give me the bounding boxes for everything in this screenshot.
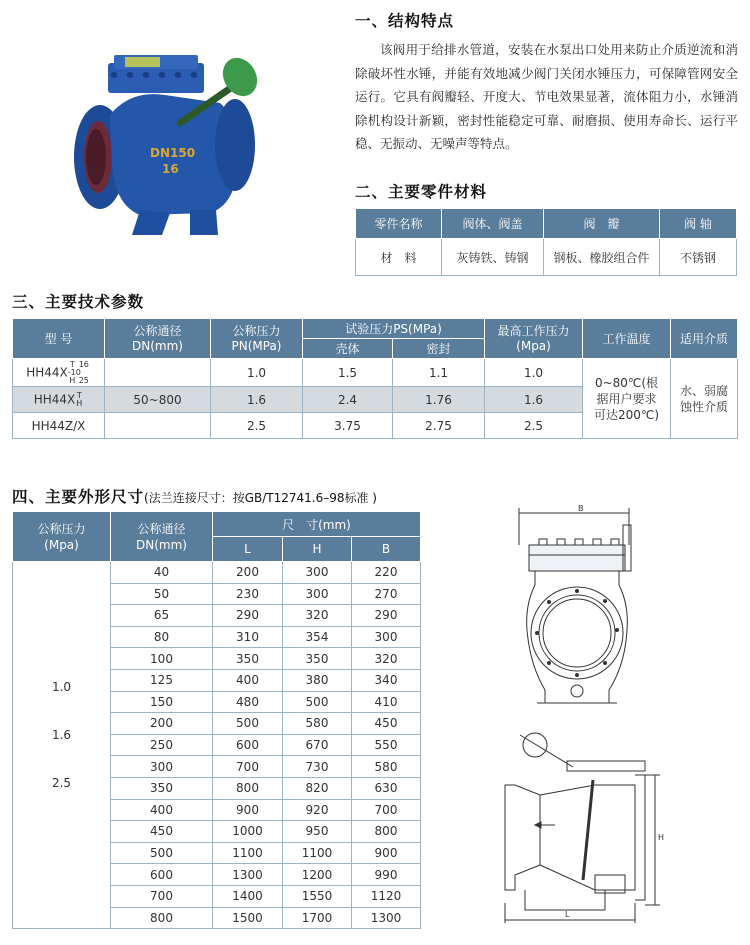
dim-dn: 250 <box>111 734 213 756</box>
mat-h-shaft: 阀 轴 <box>660 209 737 239</box>
dim-B: 220 <box>352 562 421 584</box>
tp-h-seal: 密封 <box>393 339 485 359</box>
tp-r2-pn: 1.6 <box>211 387 303 413</box>
dim-H: 950 <box>283 821 352 843</box>
dim-H: 670 <box>283 734 352 756</box>
dim-dn: 50 <box>111 583 213 605</box>
flange-outline <box>531 587 623 679</box>
tp-h-model: 型 号 <box>13 319 105 359</box>
tp-r3-pn: 2.5 <box>211 413 303 439</box>
dim-L: 1000 <box>213 821 283 843</box>
tp-r3-seal: 2.75 <box>393 413 485 439</box>
dim-dn: 500 <box>111 842 213 864</box>
dim-B: 320 <box>352 648 421 670</box>
mat-h-part: 零件名称 <box>356 209 442 239</box>
dim-rows <box>13 562 421 929</box>
dim-B: 800 <box>352 821 421 843</box>
dim-L: 800 <box>213 777 283 799</box>
tp-h-shell: 壳体 <box>303 339 393 359</box>
tp-r1-model: HH44X T -10 H 16 25 <box>13 359 105 387</box>
dim-B: 290 <box>352 605 421 627</box>
dim-B: 270 <box>352 583 421 605</box>
dim-B: 450 <box>352 713 421 735</box>
dim-pn-value: 1.6 <box>51 728 72 742</box>
dim-B: 630 <box>352 777 421 799</box>
dim-L: 600 <box>213 734 283 756</box>
dim-pn-value: 2.5 <box>51 776 72 790</box>
dim-L: 350 <box>213 648 283 670</box>
sec3-title: 三、主要技术参数 <box>12 293 145 311</box>
mat-c-label: 材 料 <box>356 239 442 276</box>
dim-L: 1100 <box>213 842 283 864</box>
dim-L: 700 <box>213 756 283 778</box>
tp-h-pn: 公称压力 PN(MPa) <box>211 319 303 359</box>
dim-dn: 40 <box>111 562 213 584</box>
dim-L: 480 <box>213 691 283 713</box>
tp-r2-seal: 1.76 <box>393 387 485 413</box>
label-h: H <box>658 833 665 842</box>
tech-params-table <box>12 318 738 439</box>
dim-dn: 150 <box>111 691 213 713</box>
tp-dn-range: 50~800 <box>105 387 211 413</box>
dim-L: 1300 <box>213 864 283 886</box>
dim-L: 290 <box>213 605 283 627</box>
dim-B: 1120 <box>352 885 421 907</box>
dim-B: 340 <box>352 669 421 691</box>
right-flange <box>215 99 255 191</box>
mat-h-body: 阀体、阀盖 <box>442 209 544 239</box>
dim-H: 300 <box>283 583 352 605</box>
tp-r3-dn <box>105 413 211 439</box>
dim-B: 990 <box>352 864 421 886</box>
tp-r1-dn <box>105 359 211 387</box>
dim-H: 380 <box>283 669 352 691</box>
dim-B: 300 <box>352 626 421 648</box>
dim-h-H: H <box>283 537 352 562</box>
dim-H: 1550 <box>283 885 352 907</box>
dim-B: 900 <box>352 842 421 864</box>
dim-H: 920 <box>283 799 352 821</box>
dim-dn: 600 <box>111 864 213 886</box>
dim-B: 1300 <box>352 907 421 929</box>
dim-dn: 65 <box>111 605 213 627</box>
dim-dn: 450 <box>111 821 213 843</box>
dim-pn-values <box>13 562 111 929</box>
dim-dn: 700 <box>111 885 213 907</box>
mat-h-disc: 阀 瓣 <box>544 209 660 239</box>
dim-dn: 200 <box>111 713 213 735</box>
dim-H: 730 <box>283 756 352 778</box>
tp-h-max: 最高工作压力 (Mpa) <box>485 319 583 359</box>
materials-table <box>355 208 737 276</box>
dim-dn: 300 <box>111 756 213 778</box>
dim-L: 1400 <box>213 885 283 907</box>
dim-L: 400 <box>213 669 283 691</box>
dim-H: 1200 <box>283 864 352 886</box>
dim-H: 820 <box>283 777 352 799</box>
tp-h-temp: 工作温度 <box>583 319 671 359</box>
tp-r3-shell: 3.75 <box>303 413 393 439</box>
dim-L: 500 <box>213 713 283 735</box>
dim-B: 550 <box>352 734 421 756</box>
dimensions-table <box>12 511 421 929</box>
dim-H: 300 <box>283 562 352 584</box>
tp-h-dn: 公称通径 DN(mm) <box>105 319 211 359</box>
weight-outline <box>523 733 547 757</box>
label-l: L <box>565 910 570 919</box>
sec2-title: 二、主要零件材料 <box>355 183 488 201</box>
tp-temp: 0~80℃(根 据用户要求 可达200℃) <box>583 359 671 439</box>
dim-dn: 400 <box>111 799 213 821</box>
dim-H: 500 <box>283 691 352 713</box>
dim-dn: 800 <box>111 907 213 929</box>
dim-h-dn: 公称通径 DN(mm) <box>111 512 213 562</box>
dim-H: 1100 <box>283 842 352 864</box>
dim-H: 320 <box>283 605 352 627</box>
dim-L: 310 <box>213 626 283 648</box>
dim-h-pn: 公称压力 (Mpa) <box>13 512 111 562</box>
tp-r2-max: 1.6 <box>485 387 583 413</box>
dim-L: 230 <box>213 583 283 605</box>
body-plate-dn: DN150 <box>150 146 196 160</box>
dim-row <box>13 562 421 584</box>
tp-r1-max: 1.0 <box>485 359 583 387</box>
sec1-title: 一、结构特点 <box>355 12 455 30</box>
dim-L: 900 <box>213 799 283 821</box>
dim-dn: 125 <box>111 669 213 691</box>
tp-medium: 水、弱腐 蚀性介质 <box>671 359 738 439</box>
sec1-body: 该阀用于给排水管道，安装在水泵出口处用来防止介质逆流和消除破坏性水锤，并能有效地减少阀门关闭水锤压力，可保障管网安全运行。它具有阀瓣轻、开度大、节电效果显著，流体阻力小，水锤消除机构设计新颖，密封性能稳定可靠、耐磨损、使用寿命长、运行平稳、无振动、无噪声等特点。 <box>355 42 738 151</box>
tp-r1-seal: 1.1 <box>393 359 485 387</box>
dim-H: 1700 <box>283 907 352 929</box>
label-b: B <box>578 505 584 513</box>
mat-c-shaft: 不锈钢 <box>660 239 737 276</box>
dim-B: 580 <box>352 756 421 778</box>
sec4-title: 四、主要外形尺寸(法兰连接尺寸：按GB/T12741.6–98标准 ) <box>12 488 377 506</box>
body-plate-pn: 16 <box>162 162 179 176</box>
dim-B: 410 <box>352 691 421 713</box>
mat-c-disc: 钢板、橡胶组合件 <box>544 239 660 276</box>
dim-H: 580 <box>283 713 352 735</box>
tp-r3-model: HH44Z/X <box>13 413 105 439</box>
dim-pn-value: 1.0 <box>51 680 72 694</box>
drawing-side-view <box>495 725 670 925</box>
dim-L: 1500 <box>213 907 283 929</box>
tp-r2-model: HH44X T H <box>13 387 105 413</box>
tp-r1-shell: 1.5 <box>303 359 393 387</box>
tp-h-medium: 适用介质 <box>671 319 738 359</box>
mat-c-body: 灰铸铁、铸钢 <box>442 239 544 276</box>
dim-h-B: B <box>352 537 421 562</box>
dim-dn: 100 <box>111 648 213 670</box>
sec4-subtitle: (法兰连接尺寸：按GB/T12741.6–98标准 ) <box>144 491 377 505</box>
dim-L: 200 <box>213 562 283 584</box>
dim-H: 354 <box>283 626 352 648</box>
dim-h-size: 尺 寸(mm) <box>213 512 421 537</box>
dim-h-L: L <box>213 537 283 562</box>
tp-r3-max: 2.5 <box>485 413 583 439</box>
valve-photo <box>70 45 275 245</box>
tp-r2-shell: 2.4 <box>303 387 393 413</box>
tp-r1-pn: 1.0 <box>211 359 303 387</box>
drawing-front-view <box>505 505 650 715</box>
dim-B: 700 <box>352 799 421 821</box>
tp-h-test: 试验压力PS(MPa) <box>303 319 485 339</box>
dim-dn: 350 <box>111 777 213 799</box>
dim-dn: 80 <box>111 626 213 648</box>
dim-H: 350 <box>283 648 352 670</box>
